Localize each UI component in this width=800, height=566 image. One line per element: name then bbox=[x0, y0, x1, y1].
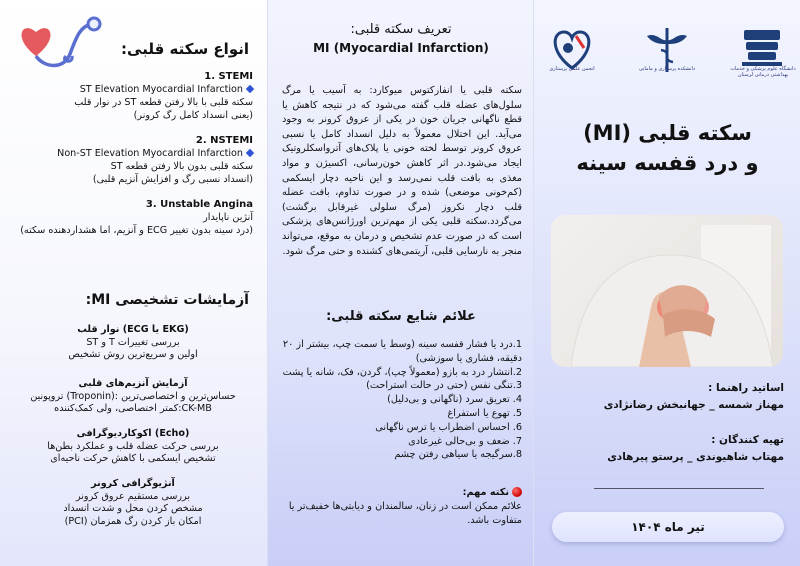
logo-caption: دانشگاه علوم پزشکی و خدمات بهداشتی درمانی لرستان bbox=[730, 66, 796, 78]
test-enzymes bbox=[13, 378, 253, 416]
sign-item: 3.تنگی نفس (حتی در حالت استراحت) bbox=[366, 380, 522, 392]
type-desc: سکته قلبی بدون بالا رفتن قطعه ST bbox=[110, 161, 253, 172]
panel-definition-and-signs bbox=[267, 0, 533, 566]
type-number: 3. Unstable Angina bbox=[145, 199, 253, 210]
title-line-1: سکته قلبی (MI) bbox=[583, 121, 752, 145]
preparers-names: مهتاب شاهیوندی _ پرستو پیرهادی bbox=[607, 451, 784, 463]
type-english: ST Elevation Myocardial Infarction bbox=[79, 84, 243, 95]
type-desc: آنژین ناپایدار bbox=[203, 212, 253, 223]
test-line: مشخص کردن محل و شدت انسداد bbox=[63, 503, 203, 514]
test-ecg bbox=[13, 324, 253, 362]
test-line: اولین و سریع‌ترین روش تشخیص bbox=[68, 349, 198, 360]
definition-header bbox=[268, 22, 533, 55]
test-head: آزمایش آنزیم‌های قلبی bbox=[78, 378, 188, 389]
signs-title: علائم شایع سکته قلبی: bbox=[326, 309, 476, 324]
signs-list bbox=[282, 338, 522, 462]
sign-item: 7. ضعف و بی‌حالی غیرعادی bbox=[408, 435, 522, 447]
title-line-2: و درد قفسه سینه bbox=[576, 151, 759, 175]
test-line: بررسی مستقیم عروق کرونر bbox=[75, 490, 191, 502]
supervisors-names: مهناز شمسه _ جهانبخش رضانژادی bbox=[603, 399, 784, 411]
test-head: (EKG یا ECG) نوار قلب bbox=[77, 324, 189, 335]
logo-caption: انجمن علمی پرستاری bbox=[549, 66, 595, 72]
sign-item: 8.سرگیجه یا سیاهی رفتن چشم bbox=[394, 449, 522, 461]
test-angiography bbox=[13, 478, 253, 528]
type-english: Non-ST Elevation Myocardial Infarction bbox=[57, 148, 243, 159]
logo-caption: دانشکده پرستاری و مامایی bbox=[638, 66, 696, 72]
red-dot-icon bbox=[512, 487, 522, 497]
test-line: امکان باز کردن رگ همزمان (PCI) bbox=[64, 515, 202, 527]
definition-paragraph: سکته قلبی یا انفارکتوس میوکارد: به آسیب یا مرگ سلول‌های عضله قلب گفته می‌شود که در نتیجه کاهش یا قطع ناگهانی جریان خون در یکی از عروق کرونر به وجود می‌آید. این اختلال معمولاً به دلیل انسداد کامل یا نسبی عروق کرونر توسط لخته خونی یا پلاک‌های آترواسکلروتیک ایجاد می‌شود.در اثر کاهش خون‌رسانی، اکسیژن و مواد مغذی به بافت قلب نمی‌رسد و این ناحیه دچار ایسکمی (کم‌خونی موضعی) شده و در صورت تداوم، بافت عضله قلب دچار نکروز (مرگ سلولی غیرقابل برگشت) می‌گردد.سکته قلبی یکی از مهم‌ترین اورژانس‌های پزشکی است که در صورت عدم تشخیص و درمان به موقع، می‌تواند منجر به نارسایی قلبی، آریتمی‌های کشنده و حتی مرگ شود. bbox=[282, 85, 522, 257]
test-line: تشخیص ایسکمی با کاهش حرکت ناحیه‌ای bbox=[50, 453, 216, 464]
sign-item: 5. تهوع یا استفراغ bbox=[447, 407, 522, 419]
supervisors-label: اساتید راهنما : bbox=[708, 382, 784, 394]
sign-item: 1.درد یا فشار قفسه سینه (وسط یا سمت چپ، بیشتر از ۲۰ دقیقه، فشاری یا سوزشی) bbox=[282, 339, 522, 364]
type-desc-note: (انسداد نسبی رگ و افزایش آنزیم قلبی) bbox=[92, 174, 253, 185]
panel-types-and-tests bbox=[0, 0, 267, 566]
test-head: آنژیوگرافی کرونر bbox=[91, 478, 175, 489]
diamond-bullet-icon bbox=[246, 149, 254, 157]
definition-title: تعریف سکته قلبی: bbox=[350, 22, 452, 37]
chest-pain-photo bbox=[551, 215, 783, 367]
diamond-bullet-icon bbox=[246, 85, 254, 93]
note-text: علائم ممکن است در زنان، سالمندان و دیابتی‌ها خفیف‌تر یا متفاوت باشد. bbox=[288, 500, 522, 526]
test-head: (Echo) اکوکاردیوگرافی bbox=[76, 428, 190, 439]
test-line: بررسی تغییرات T و ST bbox=[86, 336, 180, 348]
sign-item: 4. تعریق سرد (ناگهانی و بی‌دلیل) bbox=[387, 394, 522, 406]
test-line: CK-MB:کمتر اختصاصی، ولی کمک‌کننده bbox=[54, 403, 212, 414]
type-desc-note: (درد سینه بدون تغییر ECG و آنزیم، اما هشداردهنده سکته) bbox=[20, 225, 253, 236]
test-line: بررسی حرکت عضله قلب و عملکرد بطن‌ها bbox=[47, 440, 219, 452]
stethoscope-icon bbox=[14, 12, 106, 72]
type-unstable-angina bbox=[13, 198, 253, 237]
note-title: نکته مهم: bbox=[462, 487, 509, 498]
type-number: 1. STEMI bbox=[204, 71, 253, 82]
date-badge: تیر ماه ۱۴۰۴ bbox=[552, 512, 784, 542]
preparers-label: تهیه کنندگان : bbox=[711, 434, 784, 446]
definition-subtitle: MI (Myocardial Infarction) bbox=[313, 41, 489, 55]
type-nstemi bbox=[13, 134, 253, 186]
sign-item: 2.انتشار درد به بازو (معمولاً چپ)، گردن، فک، شانه یا پشت bbox=[282, 366, 522, 378]
sign-item: 6. احساس اضطراب یا ترس ناگهانی bbox=[375, 421, 522, 433]
types-title: انواع سکته قلبی: bbox=[121, 40, 249, 58]
type-desc: سکته قلبی با بالا رفتن قطعه ST در نوار قلب bbox=[74, 97, 253, 108]
divider bbox=[594, 488, 764, 489]
panel-cover bbox=[533, 0, 800, 566]
test-echo bbox=[13, 428, 253, 466]
type-desc-note: (یعنی انسداد کامل رگ کرونر) bbox=[133, 110, 253, 121]
chest-pain-illustration-icon bbox=[551, 215, 783, 367]
important-note bbox=[282, 486, 522, 527]
test-line: حساس‌ترین و اختصاصی‌ترین :(Troponin) تروپونین bbox=[30, 390, 236, 402]
type-stemi bbox=[13, 70, 253, 122]
type-number: 2. NSTEMI bbox=[195, 135, 253, 146]
cover-title bbox=[534, 118, 800, 178]
tests-title: آزمایشات تشخیصی MI: bbox=[85, 292, 249, 308]
